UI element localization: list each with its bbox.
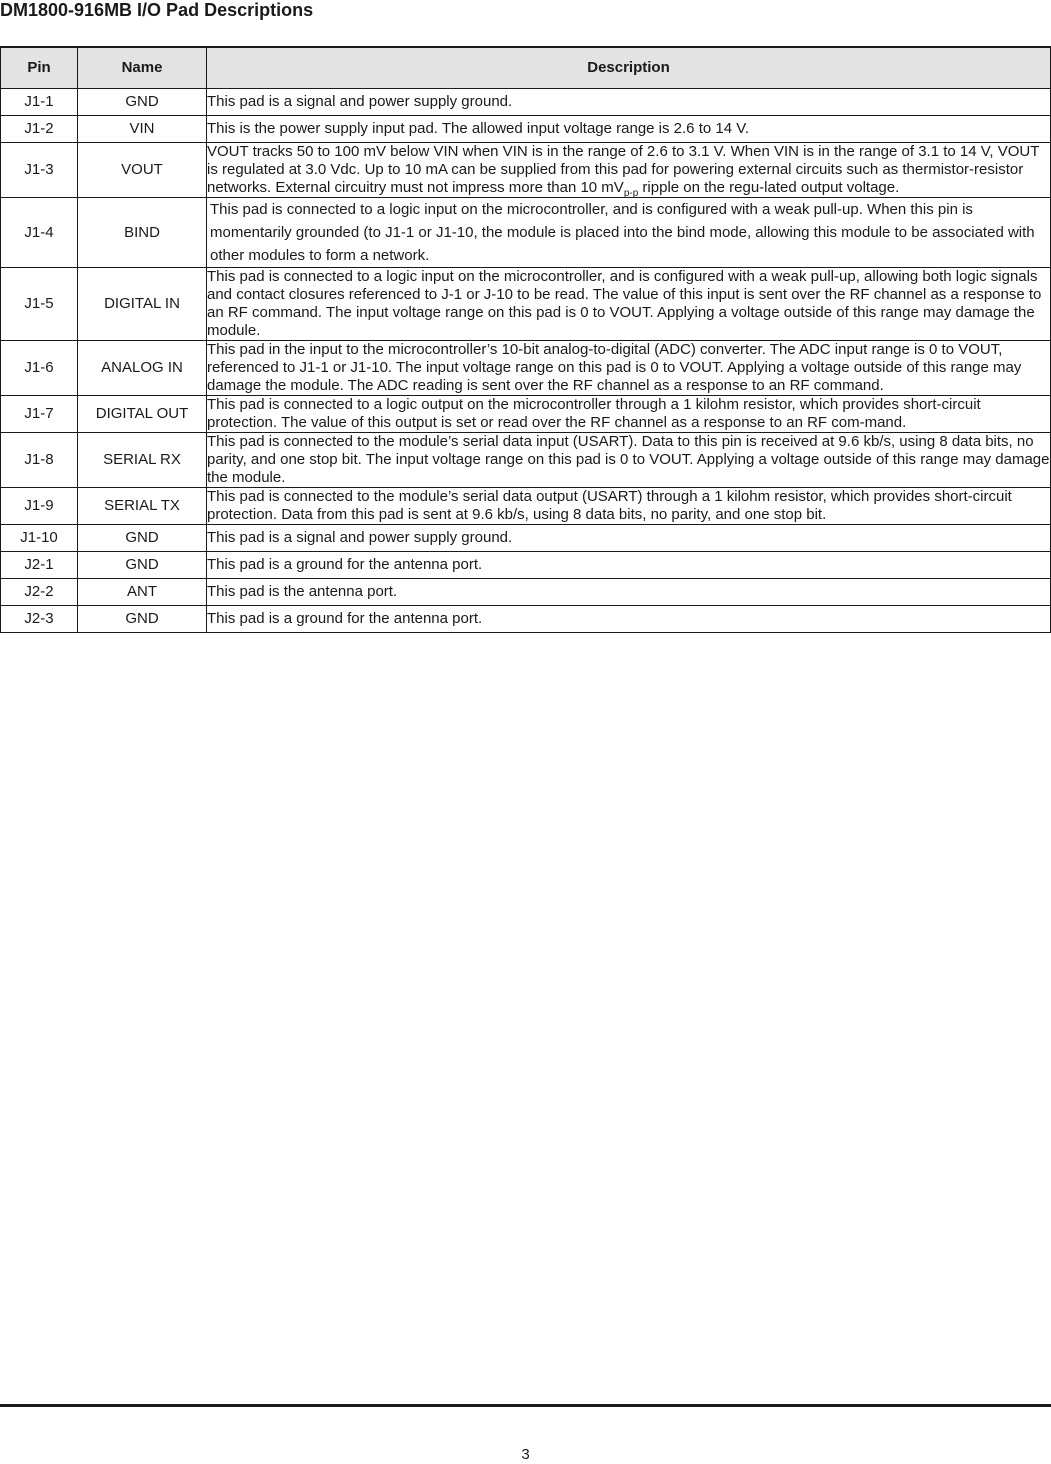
description-cell: This pad is a ground for the antenna port. bbox=[207, 606, 1051, 633]
table-row bbox=[1, 268, 1051, 341]
footer-divider bbox=[0, 1404, 1051, 1407]
header-name: Name bbox=[78, 47, 207, 89]
pin-cell: J2-2 bbox=[1, 579, 78, 606]
pin-cell: J1-9 bbox=[1, 488, 78, 525]
document-title: DM1800-916MB I/O Pad Descriptions bbox=[0, 0, 314, 20]
table-row bbox=[1, 552, 1051, 579]
name-cell: SERIAL RX bbox=[78, 433, 207, 488]
description-cell: This pad is connected to the module’s serial data output (USART) through a 1 kilohm resistor, which provides short-circuit protection. Data from this pad is sent at 9.6 kb/s, using 8 data bits, no parity, and one stop bit. bbox=[207, 488, 1051, 525]
name-cell: VIN bbox=[78, 116, 207, 143]
description-cell: This pad is connected to a logic input on the microcontroller, and is configured with a weak pull-up, allowing both logic signals and contact closures referenced to J-1 or J-10 to be read. The value of this input is sent over the RF channel as a response to an RF command. The input voltage range on this pad is 0 to VOUT. Applying a voltage outside of this range may damage the module. bbox=[207, 268, 1051, 341]
description-cell: This pad is a signal and power supply ground. bbox=[207, 89, 1051, 116]
description-text: VOUT tracks 50 to 100 mV below VIN when VIN is in the range of 2.6 to 3.1 V. When VIN is in the range of 3.1 to 14 V, VOUT is regulated at 3.0 Vdc. Up to 10 mA can be supplied from this pad for powering external circuits such as thermistor-resistor networks. External circuitry must not impress more than 10 mV bbox=[207, 143, 1040, 196]
table-row bbox=[1, 198, 1051, 268]
table-row bbox=[1, 433, 1051, 488]
name-cell: GND bbox=[78, 525, 207, 552]
pin-cell: J2-3 bbox=[1, 606, 78, 633]
table-header-row bbox=[1, 47, 1051, 89]
name-cell: DIGITAL IN bbox=[78, 268, 207, 341]
description-cell: This pad is connected to the module’s serial data input (USART). Data to this pin is received at 9.6 kb/s, using 8 data bits, no parity, and one stop bit. The input voltage range on this pad is 0 to VOUT. Applying a voltage outside of this range may damage the module. bbox=[207, 433, 1050, 486]
description-text: ripple on the regu-lated output voltage. bbox=[638, 179, 900, 196]
page-number: 3 bbox=[521, 1446, 530, 1463]
pin-cell: J1-1 bbox=[1, 89, 78, 116]
description-cell: This pad is the antenna port. bbox=[207, 579, 1051, 606]
name-cell: ANALOG IN bbox=[78, 341, 207, 396]
pin-cell: J1-2 bbox=[1, 116, 78, 143]
table-row bbox=[1, 89, 1051, 116]
pin-cell: J1-6 bbox=[1, 341, 78, 396]
description-cell: This pad is a ground for the antenna port. bbox=[207, 552, 1051, 579]
pin-cell: J1-4 bbox=[1, 198, 78, 268]
name-cell: VOUT bbox=[78, 143, 207, 198]
pin-cell: J1-8 bbox=[1, 433, 78, 488]
table-row bbox=[1, 606, 1051, 633]
table-row bbox=[1, 488, 1051, 525]
name-cell: SERIAL TX bbox=[78, 488, 207, 525]
table-row bbox=[1, 341, 1051, 396]
description-cell bbox=[207, 143, 1051, 198]
table-row bbox=[1, 579, 1051, 606]
description-cell: This pad in the input to the microcontroller’s 10-bit analog-to-digital (ADC) converter. The ADC input range is 0 to VOUT, referenced to J1-1 or J1-10. The input voltage range on this pad is 0 to VOUT. Applying a voltage outside of this range may damage the module. The ADC reading is sent over the RF channel as a response to an RF command. bbox=[207, 341, 1051, 396]
name-cell: GND bbox=[78, 552, 207, 579]
io-pad-table bbox=[0, 46, 1051, 633]
table-row bbox=[1, 396, 1051, 433]
description-subscript: p-p bbox=[623, 188, 639, 199]
table-row bbox=[1, 525, 1051, 552]
header-pin: Pin bbox=[1, 47, 78, 89]
table-row bbox=[1, 116, 1051, 143]
description-cell: This pad is a signal and power supply ground. bbox=[207, 525, 1051, 552]
name-cell: ANT bbox=[78, 579, 207, 606]
pin-cell: J1-5 bbox=[1, 268, 78, 341]
name-cell: GND bbox=[78, 89, 207, 116]
table-row bbox=[1, 143, 1051, 198]
header-description: Description bbox=[207, 47, 1051, 89]
description-cell: This pad is connected to a logic input on the microcontroller, and is configured with a weak pull-up. When this pin is momentarily grounded (to J1-1 or J1-10, the module is placed into the bind mode, allowing this module to be associated with other modules to form a network. bbox=[207, 198, 1051, 268]
name-cell: GND bbox=[78, 606, 207, 633]
description-cell: This pad is connected to a logic output on the microcontroller through a 1 kilohm resistor, which provides short-circuit protection. The value of this output is set or read over the RF channel as a response to an RF com-mand. bbox=[207, 396, 1051, 433]
pin-cell: J1-7 bbox=[1, 396, 78, 433]
pin-cell: J2-1 bbox=[1, 552, 78, 579]
description-cell: This is the power supply input pad. The allowed input voltage range is 2.6 to 14 V. bbox=[207, 116, 1051, 143]
name-cell: DIGITAL OUT bbox=[78, 396, 207, 433]
pin-cell: J1-10 bbox=[1, 525, 78, 552]
pin-cell: J1-3 bbox=[1, 143, 78, 198]
name-cell: BIND bbox=[78, 198, 207, 268]
